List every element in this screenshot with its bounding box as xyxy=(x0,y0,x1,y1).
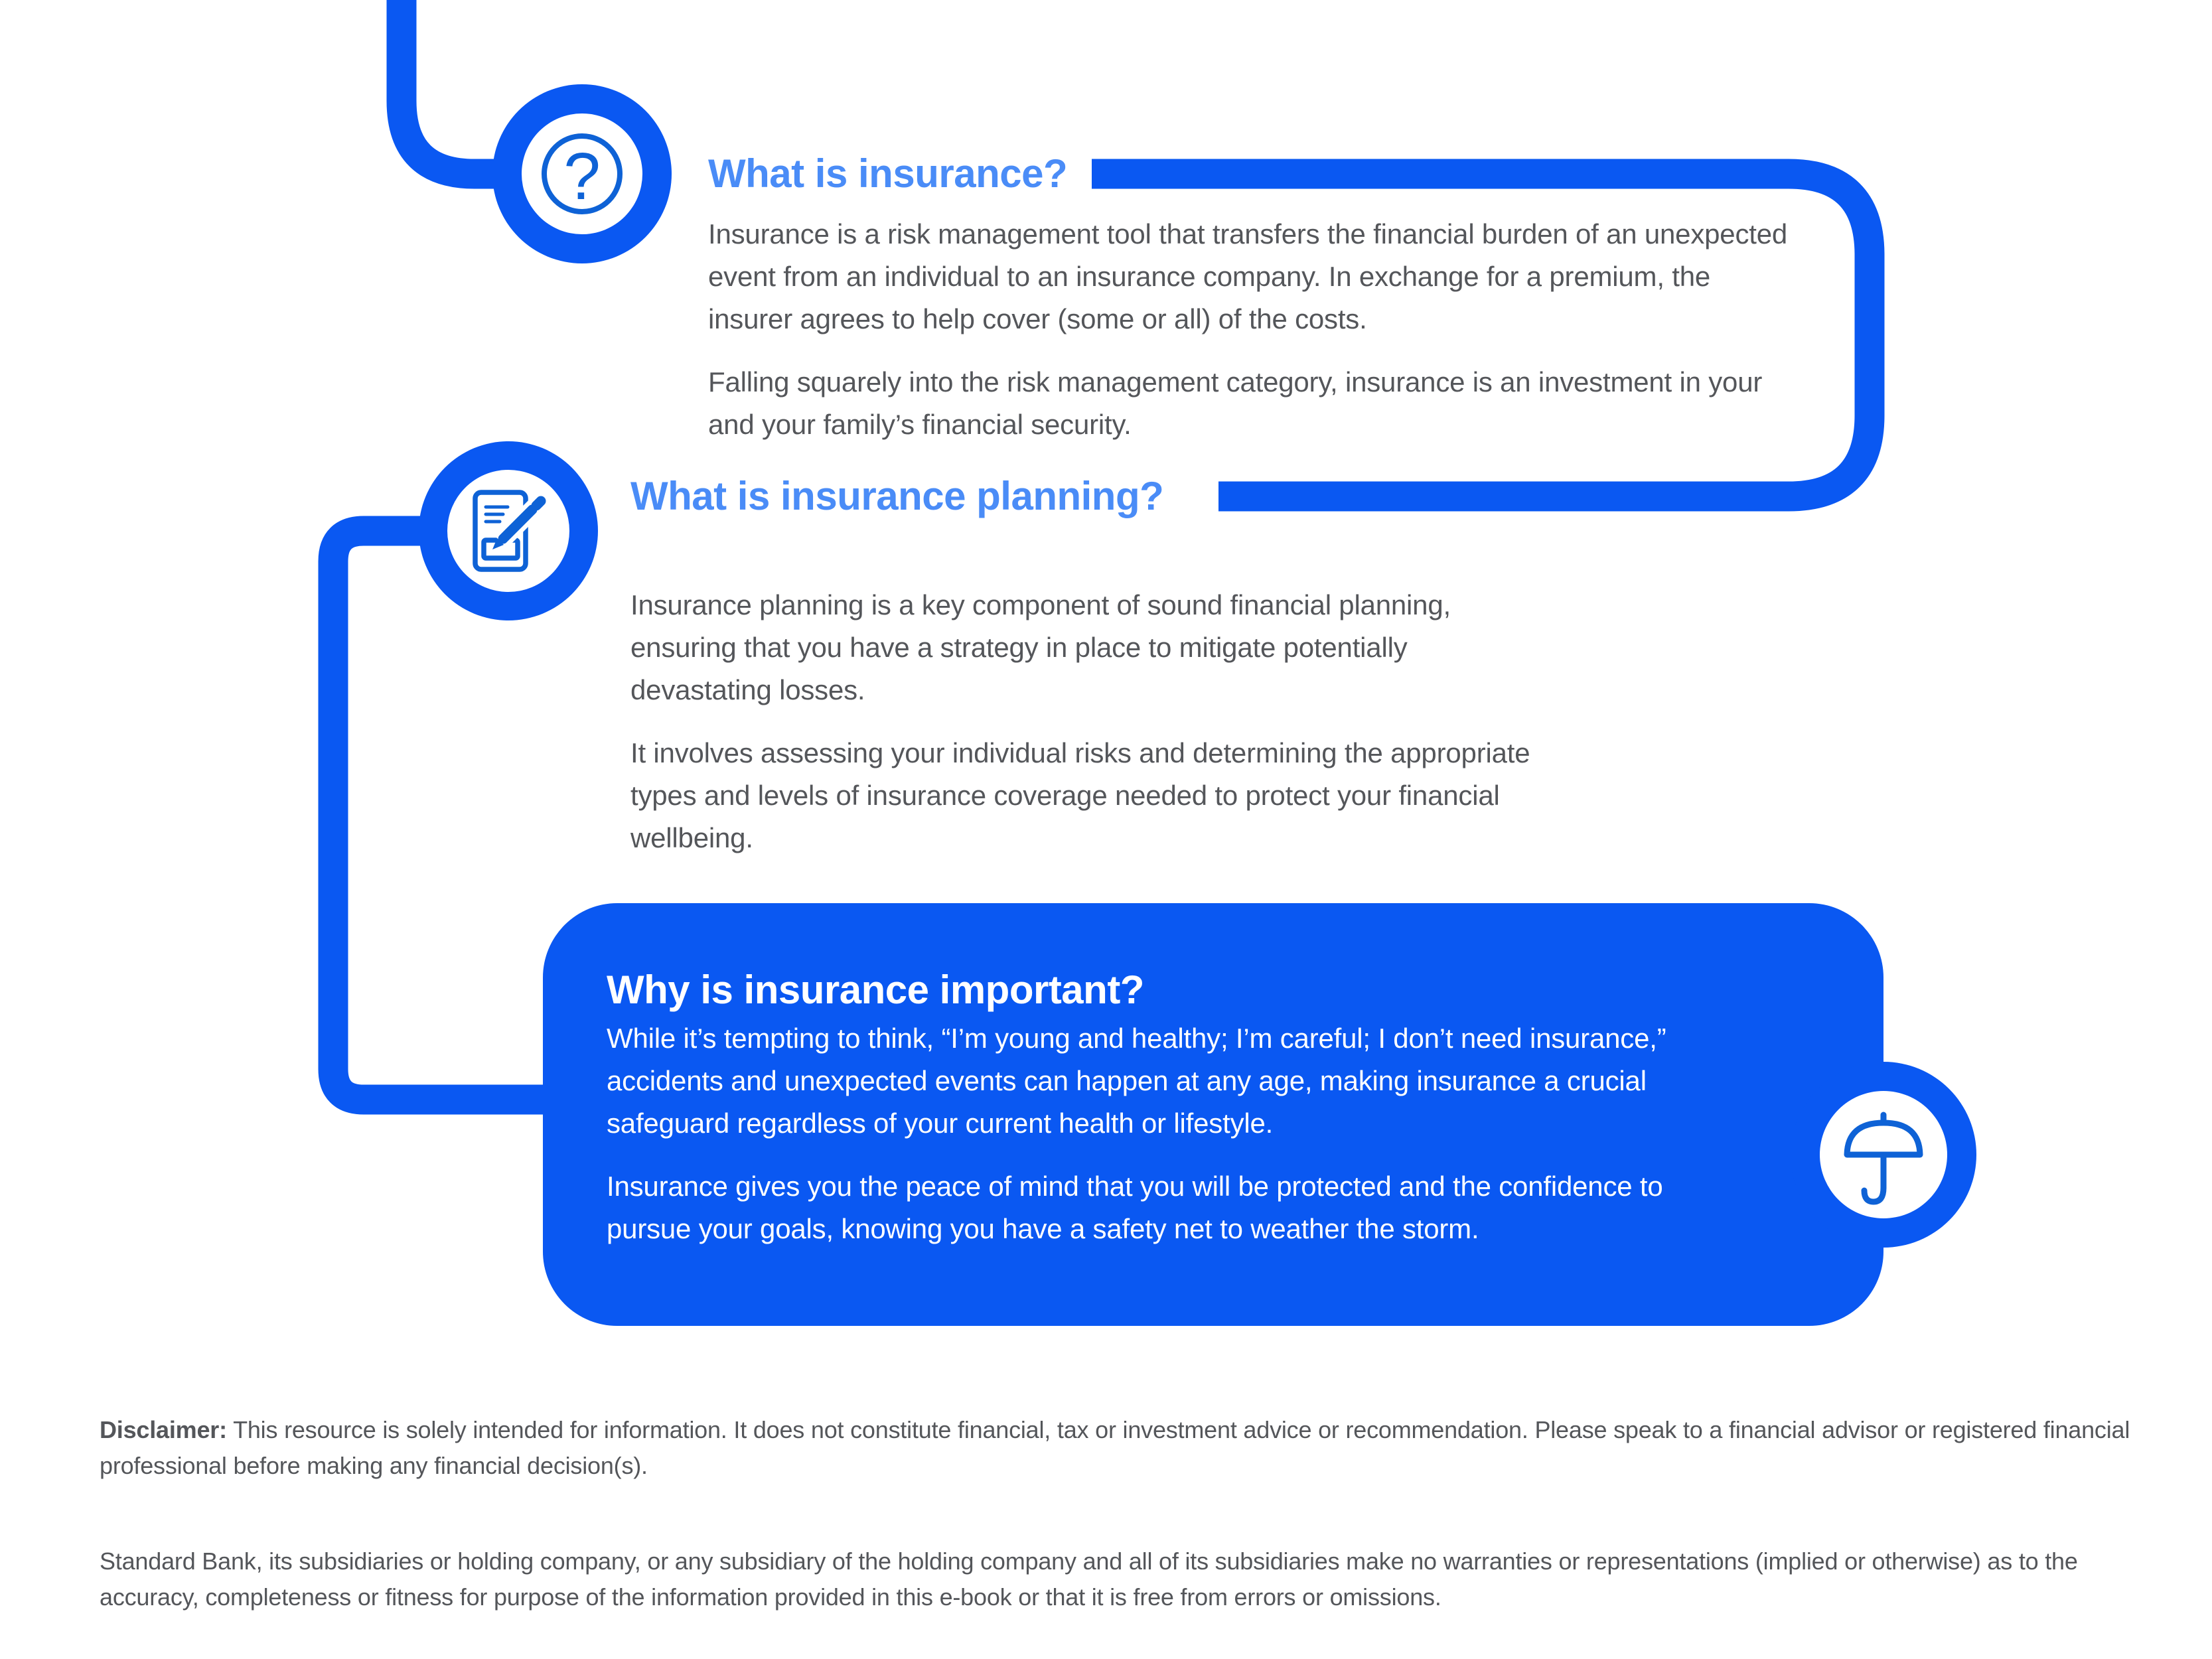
paragraph: While it’s tempting to think, “I’m young and healthy; I’m careful; I don’t need insurance,” accidents and unexpected events can happen at any age, making insurance a crucial safeguard regardless of your current health or lifestyle. xyxy=(607,1023,1666,1139)
disclaimer-label: Disclaimer: xyxy=(100,1416,227,1443)
paragraph: Falling squarely into the risk management category, insurance is an investment in your and your family’s financial security. xyxy=(708,366,1763,440)
paragraph: Insurance planning is a key component of sound financial planning, ensuring that you have a strategy in place to mitigate potentially devastating losses. xyxy=(630,589,1451,705)
paragraph: Insurance gives you the peace of mind that you will be protected and the confidence to pursue your goals, knowing you have a safety net to weather the storm. xyxy=(607,1171,1663,1244)
section-3-body xyxy=(607,1017,1748,1250)
disclaimer-paragraph xyxy=(100,1412,2157,1484)
section-1-heading: What is insurance? xyxy=(708,151,1068,196)
flow-connector-top xyxy=(402,0,511,174)
paragraph: It involves assessing your individual risks and determining the appropriate types and levels of insurance coverage needed to protect your financial wellbeing. xyxy=(630,737,1530,853)
disclaimer-paragraph: Standard Bank, its subsidiaries or holding company, or any subsidiary of the holding company and all of its subsidiaries make no warranties or representations (implied or otherwise) as to the accuracy, completeness or fitness for purpose of the information provided in this e-book or that it is free from errors or omissions. xyxy=(100,1548,2078,1611)
question-circle-badge xyxy=(492,84,672,263)
question-glyph: ? xyxy=(563,139,601,214)
section-2-body xyxy=(630,584,1546,859)
disclaimer xyxy=(100,1412,2157,1615)
paragraph: Insurance is a risk management tool that transfers the financial burden of an unexpected event from an individual to an insurance company. In exchange for a premium, the insurer agrees to help cover (some or all) of the costs. xyxy=(708,218,1788,334)
section-3-heading: Why is insurance important? xyxy=(607,968,1144,1012)
notepad-circle-badge xyxy=(419,441,598,620)
umbrella-badge xyxy=(1791,1062,1976,1248)
disclaimer-text: This resource is solely intended for information. It does not constitute financial, tax or investment advice or recommendation. Please speak to a financial advisor or registered financial professional before making any financial decision(s). xyxy=(100,1416,2130,1479)
section-2-heading: What is insurance planning? xyxy=(630,474,1164,518)
section-1-body xyxy=(708,213,1790,446)
